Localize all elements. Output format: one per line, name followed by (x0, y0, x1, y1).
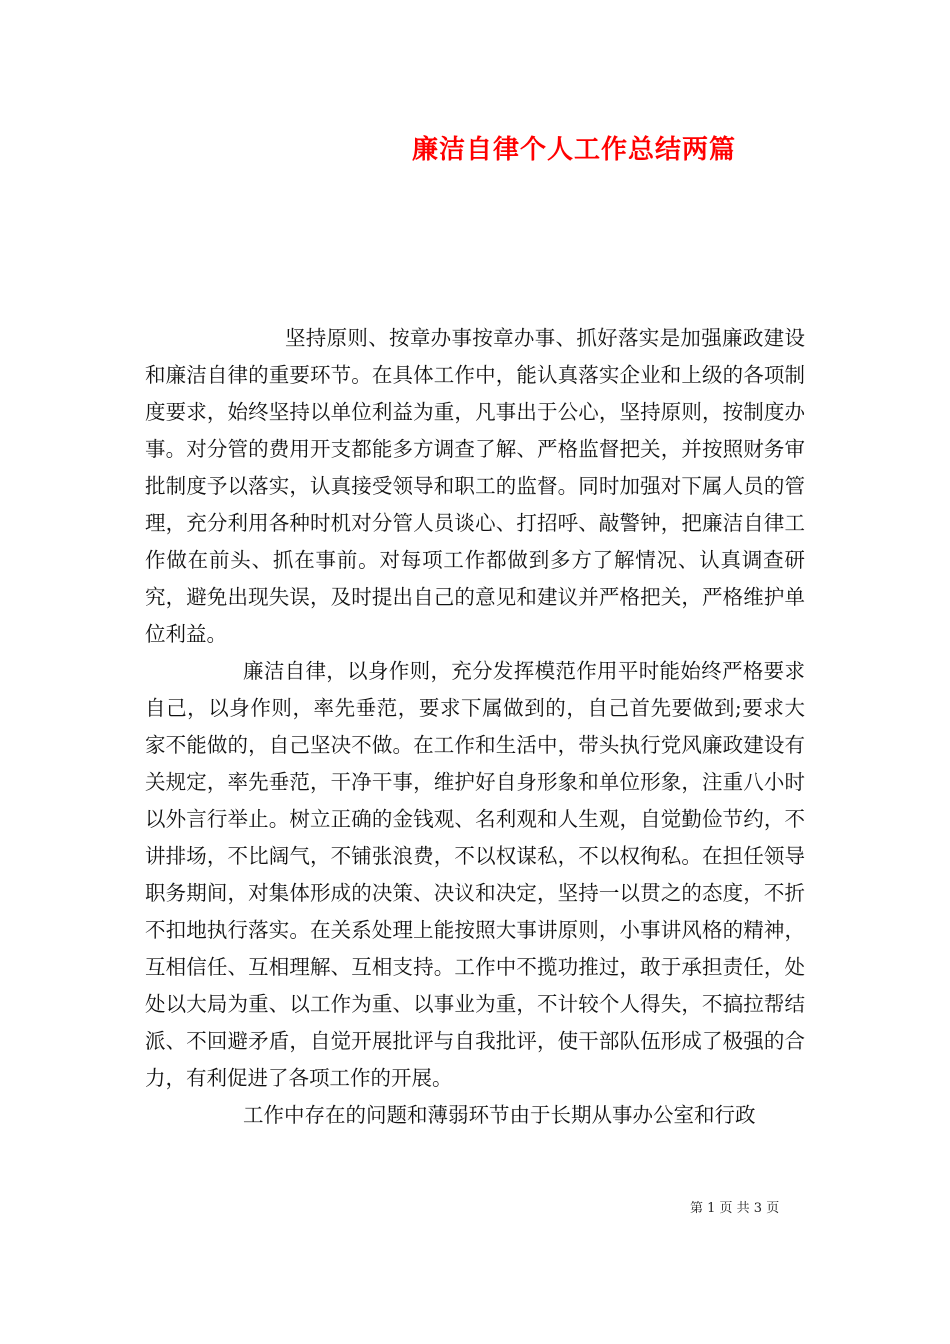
document-body (145, 320, 805, 1134)
paragraph-1: 坚持原则、按章办事按章办事、抓好落实是加强廉政建设和廉洁自律的重要环节。在具体工作中，能认真落实企业和上级的各项制度要求，始终坚持以单位利益为重，凡事出于公心，坚持原则，按制度办事。对分管的费用开支都能多方调查了解、严格监督把关，并按照财务审批制度予以落实，认真接受领导和职工的监督。同时加强对下属人员的管理，充分利用各种时机对分管人员谈心、打招呼、敲警钟，把廉洁自律工作做在前头、抓在事前。对每项工作都做到多方了解情况、认真调查研究，避免出现失误，及时提出自己的意见和建议并严格把关，严格维护单位利益。 (145, 326, 805, 646)
paragraph-2: 廉洁自律，以身作则，充分发挥模范作用平时能始终严格要求自己，以身作则，率先垂范，要求下属做到的，自己首先要做到;要求大家不能做的，自己坚决不做。在工作和生活中，带头执行党风廉政建设有关规定，率先垂范，干净干事，维护好自身形象和单位形象，注重八小时以外言行举止。树立正确的金钱观、名利观和人生观，自觉勤俭节约，不讲排场，不比阔气，不铺张浪费，不以权谋私，不以权徇私。在担任领导职务期间，对集体形成的决策、决议和决定，坚持一以贯之的态度，不折不扣地执行落实。在关系处理上能按照大事讲原则，小事讲风格的精神，互相信任、互相理解、互相支持。工作中不揽功推过，敢于承担责任，处处以大局为重、以工作为重、以事业为重，不计较个人得失，不搞拉帮结派、不回避矛盾，自觉开展批评与自我批评，使干部队伍形成了极强的合力，有利促进了各项工作的开展。 (145, 659, 805, 1090)
document-title: 廉洁自律个人工作总结两篇 (412, 135, 737, 165)
paragraph-3: 工作中存在的问题和薄弱环节由于长期从事办公室和行政 (243, 1103, 756, 1127)
page-number-footer: 第 1 页 共 3 页 (690, 1201, 780, 1216)
